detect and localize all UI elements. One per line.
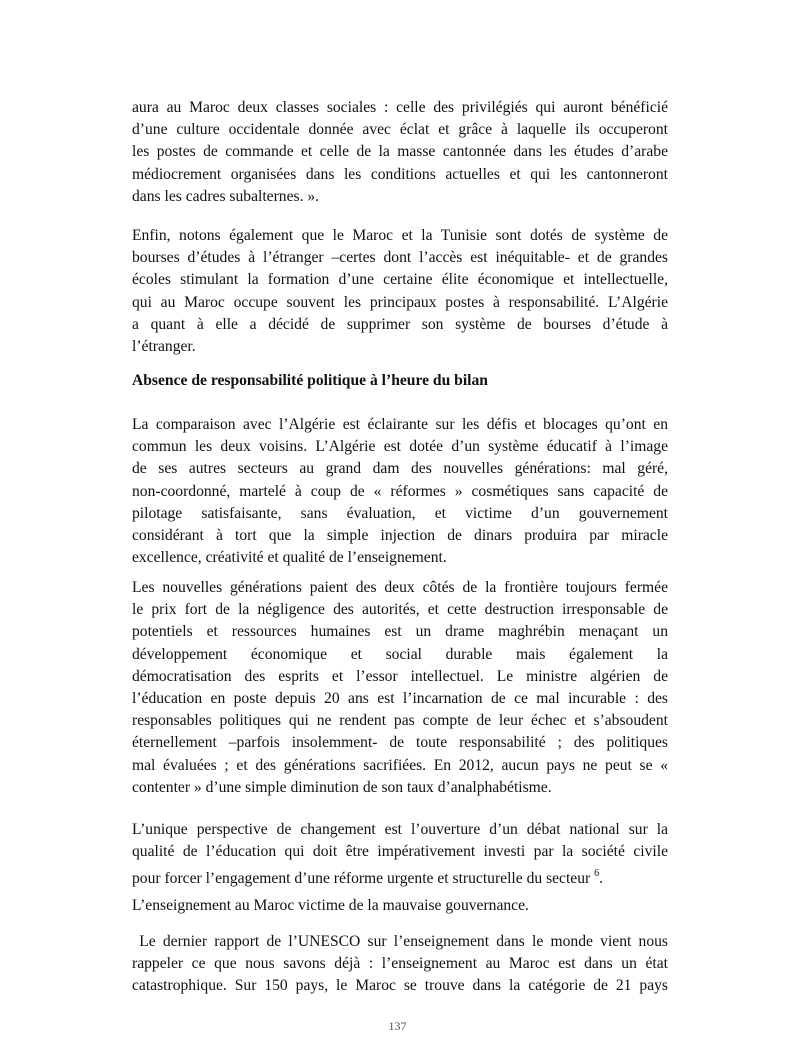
- paragraph-4: [132, 577, 668, 799]
- text-line: rappeler ce que nous savons déjà : l’enseignement au Maroc est dans un état: [132, 955, 668, 973]
- paragraph-1: [132, 97, 668, 208]
- text-line: potentiels et ressources humaines est un drame maghrébin menaçant un: [132, 623, 668, 641]
- text-line: aura au Maroc deux classes sociales : celle des privilégiés qui auront bénéficié: [132, 99, 668, 116]
- text-line: éternellement –parfois insolemment- de toute responsabilité ; des politiques: [132, 734, 668, 752]
- text-line: considérant à tort que la simple injection de dinars produira par miracle: [132, 526, 668, 544]
- text-line: d’une culture occidentale donnée avec éclat et grâce à laquelle ils occuperont: [132, 121, 668, 139]
- text-line: mal évaluées ; et des générations sacrifiées. En 2012, aucun pays ne peut se «: [132, 756, 668, 774]
- paragraph-2: [132, 225, 668, 358]
- text-line: l’éducation en poste depuis 20 ans est l’incarnation de ce mal incurable : des: [132, 689, 668, 707]
- section-heading: Absence de responsabilité politique à l’heure du bilan: [132, 372, 488, 389]
- text-line: commun les deux voisins. L’Algérie est dotée d’un système éducatif à l’image: [132, 438, 668, 456]
- text-line: les postes de commande et celle de la masse cantonnée dans les études d’arabe: [132, 143, 668, 161]
- text-line: le prix fort de la négligence des autorités, et cette destruction irresponsable de: [132, 601, 668, 619]
- text-line: Enfin, notons également que le Maroc et la Tunisie sont dotés de système de: [132, 227, 668, 244]
- text-line: L’enseignement au Maroc victime de la mauvaise gouvernance.: [132, 897, 529, 914]
- paragraph-5: [132, 819, 668, 886]
- page-number: 137: [388, 1019, 407, 1033]
- paragraph-7: [132, 931, 668, 998]
- text-line: dans les cadres subalternes. ».: [132, 187, 320, 205]
- text-line: pilotage satisfaisante, sans évaluation, et victime d’un gouvernement: [132, 504, 668, 522]
- text-line: L’unique perspective de changement est l’ouverture d’un débat national sur la: [132, 821, 668, 838]
- text-line: bourses d’études à l’étranger –certes dont l’accès est inéquitable- et de grandes: [132, 249, 668, 267]
- text-line: La comparaison avec l’Algérie est éclairante sur les défis et blocages qu’ont en: [132, 416, 668, 433]
- text-line: Les nouvelles générations paient des deux côtés de la frontière toujours fermée: [132, 579, 668, 596]
- text-line: responsables politiques qui ne rendent pas compte de leur échec et s’absoudent: [132, 712, 668, 730]
- text-line: excellence, créativité et qualité de l’enseignement.: [132, 549, 447, 567]
- text-line-with-footnote: [132, 863, 668, 888]
- text-line: l’étranger.: [132, 337, 196, 355]
- text-line: contenter » d’une simple diminution de son taux d’analphabétisme.: [132, 778, 552, 796]
- text-line: a quant à elle a décidé de supprimer son système de bourses d’étude à: [132, 315, 668, 333]
- paragraph-3: [132, 414, 668, 569]
- text-line: écoles stimulant la formation d’une certaine élite économique et intellectuelle,: [132, 271, 668, 289]
- text-line: Le dernier rapport de l’UNESCO sur l’enseignement dans le monde vient nous: [132, 933, 668, 950]
- text-line: développement économique et social durable mais également la: [132, 645, 668, 663]
- text-line: pour forcer l’engagement d’une réforme urgente et structurelle du secteur: [132, 870, 595, 888]
- paragraph-6: [132, 895, 668, 917]
- text-line: médiocrement organisées dans les conditions actuelles et qui les cantonneront: [132, 165, 668, 183]
- text-line: qui au Maroc occupe souvent les principaux postes à responsabilité. L’Algérie: [132, 293, 668, 311]
- text-line: qualité de l’éducation qui doit être impérativement investi par la société civile: [132, 843, 668, 861]
- footnote-reference[interactable]: 6: [594, 868, 600, 880]
- text-line: de ses autres secteurs au grand dam des nouvelles générations: mal géré,: [132, 460, 668, 478]
- text-line: démocratisation des esprits et l’essor intellectuel. Le ministre algérien de: [132, 667, 668, 685]
- text-line: non-coordonné, martelé à coup de « réformes » cosmétiques sans capacité de: [132, 482, 668, 500]
- text-line: catastrophique. Sur 150 pays, le Maroc se trouve dans la catégorie de 21 pays: [132, 977, 668, 995]
- punctuation: .: [599, 870, 604, 888]
